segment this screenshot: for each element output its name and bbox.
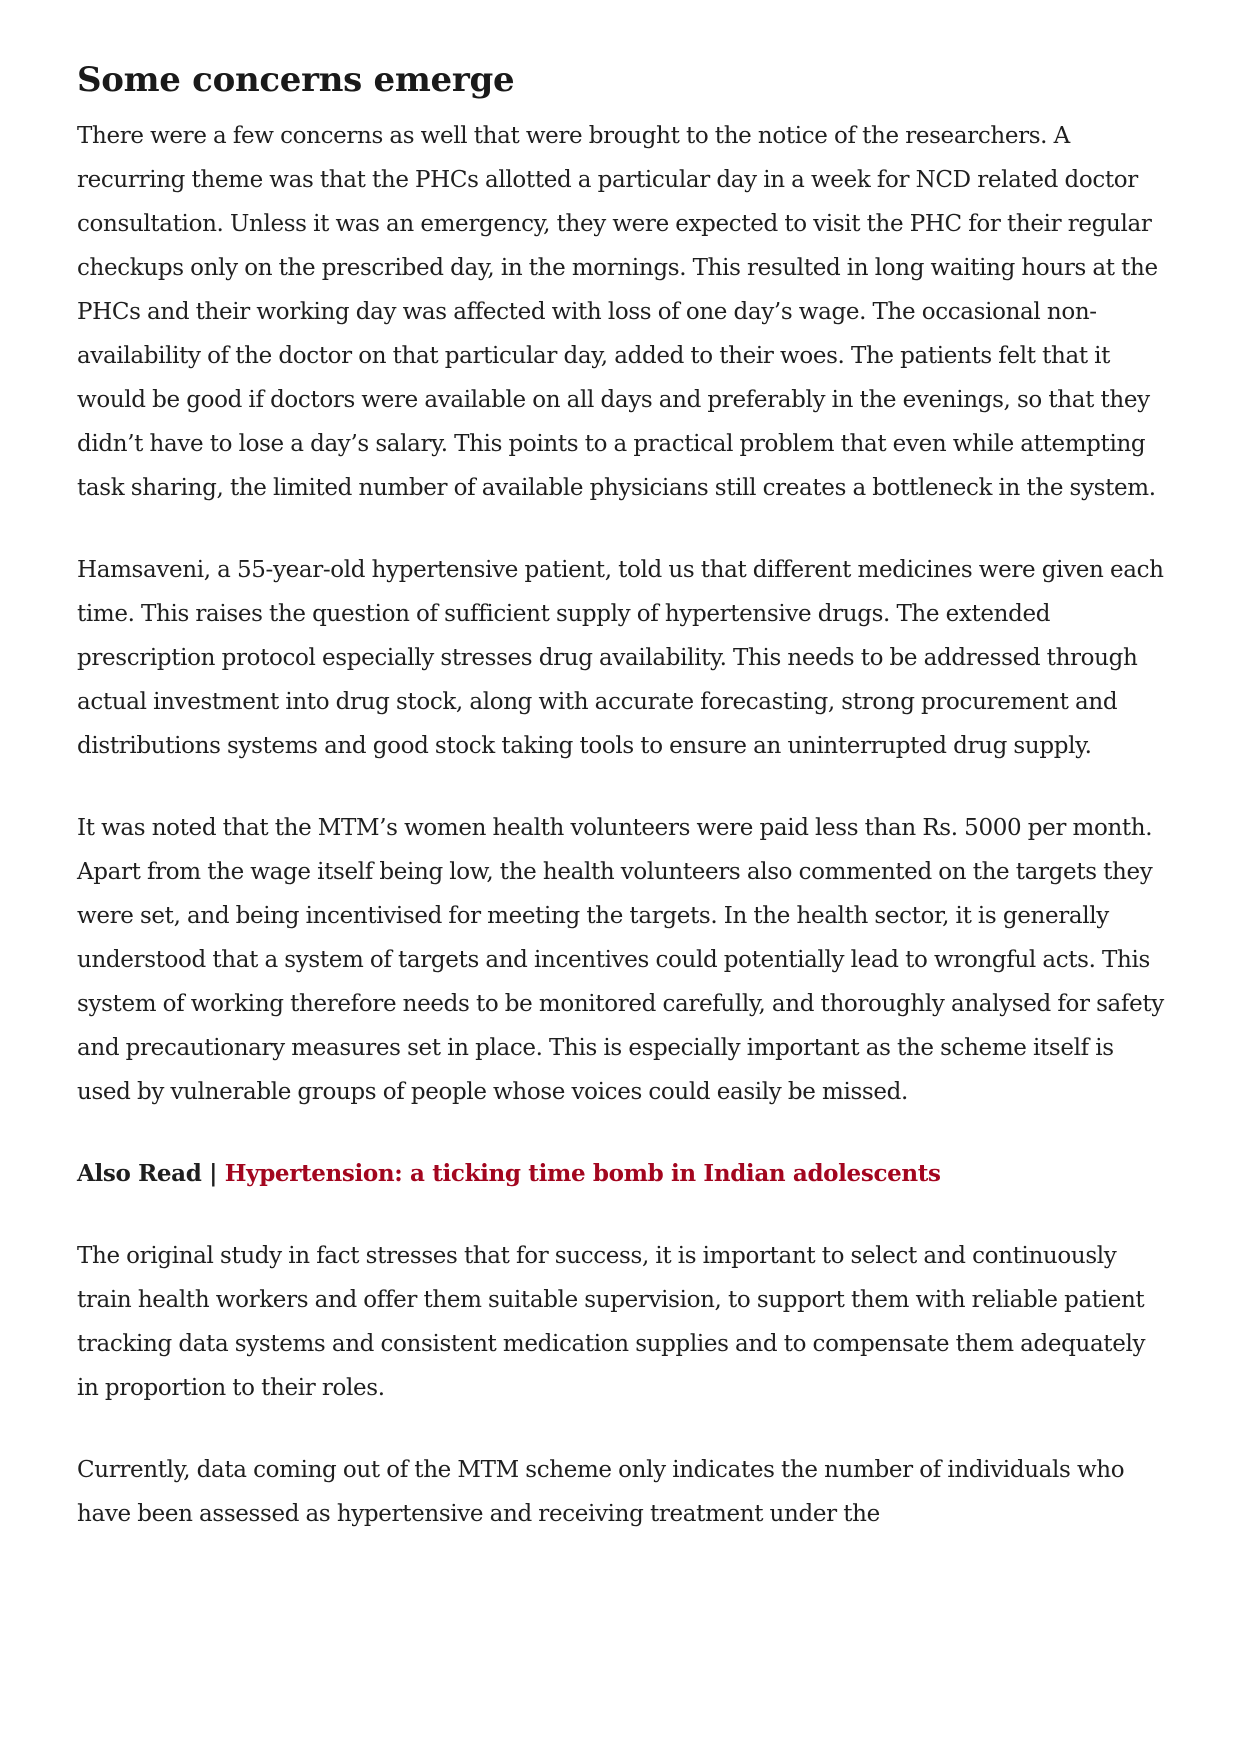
paragraph-4: The original study in fact stresses that for success, it is important to select and continuously train health workers and offer them suitable supervision, to support them with reliable patient tracking data systems and consistent medication supplies and to compensate them adequately in proportion to their roles. — [77, 1243, 1146, 1401]
also-read — [77, 1152, 1167, 1196]
paragraph-5: Currently, data coming out of the MTM scheme only indicates the number of individuals who have been assessed as hypertensive and receiving treatment under the — [77, 1457, 1125, 1527]
also-read-link[interactable]: Hypertension: a ticking time bomb in Indian adolescents — [224, 1160, 941, 1187]
paragraph-3: It was noted that the MTM’s women health volunteers were paid less than Rs. 5000 per month. Apart from the wage itself being low, the health volunteers also commented on the targets they were set, and being incentivised for meeting the targets. In the health sector, it is generally understood that a system of targets and incentives could potentially lead to wrongful acts. This system of working therefore needs to be monitored carefully, and thoroughly analysed for safety and precautionary measures set in place. This is especially important as the scheme itself is used by vulnerable groups of people whose voices could easily be missed. — [77, 815, 1164, 1105]
article-body — [77, 52, 1167, 1574]
paragraph-2: Hamsaveni, a 55-year-old hypertensive patient, told us that different medicines were given each time. This raises the question of sufficient supply of hypertensive drugs. The extended prescription protocol especially stresses drug availability. This needs to be addressed through actual investment into drug stock, along with accurate forecasting, strong procurement and distributions systems and good stock taking tools to ensure an uninterrupted drug supply. — [77, 557, 1164, 759]
section-heading: Some concerns emerge — [77, 60, 515, 100]
also-read-prefix: Also Read | — [77, 1160, 225, 1187]
paragraph-1: There were a few concerns as well that were brought to the notice of the researchers. A recurring theme was that the PHCs allotted a particular day in a week for NCD related doctor consultation. Unless it was an emergency, they were expected to visit the PHC for their regular checkups only on the prescribed day, in the mornings. This resulted in long waiting hours at the PHCs and their working day was affected with loss of one day’s wage. The occasional non-availability of the doctor on that particular day, added to their woes. The patients felt that it would be good if doctors were available on all days and preferably in the evenings, so that they didn’t have to lose a day’s salary. This points to a practical problem that even while attempting task sharing, the limited number of available physicians still creates a bottleneck in the system. — [77, 123, 1158, 501]
